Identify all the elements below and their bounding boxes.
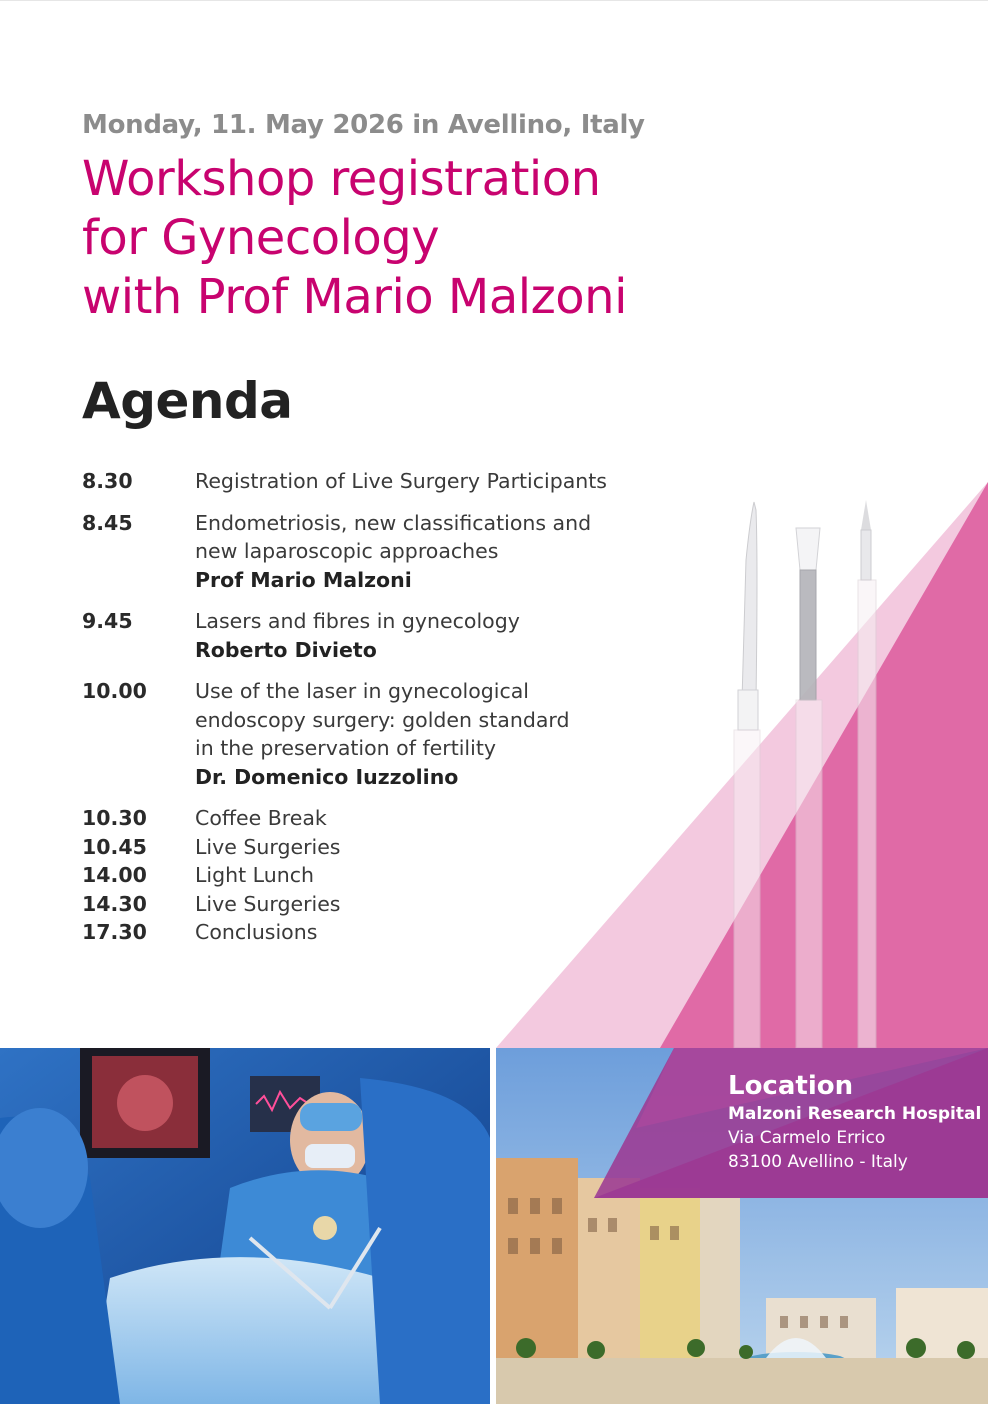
location-name: Malzoni Research Hospital	[728, 1104, 982, 1124]
title-line-2: for Gynecology	[82, 210, 440, 266]
agenda-item	[82, 804, 642, 833]
agenda-text: Live Surgeries	[195, 891, 341, 916]
agenda-description	[195, 607, 642, 664]
agenda-speaker: Roberto Divieto	[195, 637, 377, 662]
title-line-3: with Prof Mario Malzoni	[82, 269, 627, 325]
agenda-description	[195, 918, 642, 947]
agenda-time: 8.45	[82, 510, 133, 535]
agenda-description	[195, 804, 642, 833]
agenda-text: Lasers and fibres in gynecology	[195, 609, 520, 633]
agenda-time: 10.45	[82, 834, 147, 859]
surgery-photo	[0, 1048, 490, 1404]
agenda-description	[195, 833, 642, 862]
instrument-middle	[796, 528, 822, 1048]
agenda-heading: Agenda	[82, 372, 293, 430]
event-date: Monday, 11. May 2026 in Avellino, Italy	[82, 110, 645, 140]
title-line-1: Workshop registration	[82, 151, 601, 207]
agenda-description	[195, 861, 642, 890]
agenda-time: 9.45	[82, 609, 133, 633]
agenda-speaker: Prof Mario Malzoni	[195, 567, 412, 592]
agenda-text: Registration of Live Surgery Participants	[195, 469, 607, 493]
instrument-left	[734, 502, 760, 1048]
agenda-text: Endometriosis, new classifications and	[195, 510, 592, 535]
agenda-item	[82, 833, 642, 862]
agenda-text: Conclusions	[195, 920, 318, 944]
location-block	[728, 1070, 981, 1174]
location-street: Via Carmelo Errico	[728, 1128, 886, 1148]
agenda-description	[195, 677, 642, 791]
agenda-item	[82, 509, 642, 595]
agenda-item	[82, 890, 642, 919]
agenda-text: in the preservation of fertility	[195, 736, 496, 760]
agenda-time: 10.30	[82, 806, 147, 830]
agenda-list	[82, 467, 642, 947]
pink-triangle	[660, 482, 988, 1048]
agenda-speaker: Dr. Domenico Iuzzolino	[195, 764, 459, 789]
agenda-text: endoscopy surgery: golden standard	[195, 707, 570, 732]
agenda-item	[82, 607, 642, 664]
agenda-description	[195, 890, 642, 919]
agenda-text: new laparoscopic approaches	[195, 539, 499, 563]
location-city: 83100 Avellino - Italy	[728, 1152, 908, 1172]
agenda-text: Coffee Break	[195, 806, 327, 830]
agenda-time: 14.00	[82, 863, 147, 887]
agenda-item	[82, 918, 642, 947]
agenda-description	[195, 467, 642, 496]
agenda-item	[82, 861, 642, 890]
agenda-time: 8.30	[82, 469, 133, 493]
agenda-item	[82, 677, 642, 791]
agenda-text: Use of the laser in gynecological	[195, 679, 529, 703]
agenda-time: 17.30	[82, 920, 147, 944]
agenda-item	[82, 467, 642, 496]
location-heading: Location	[728, 1071, 854, 1101]
agenda-time: 10.00	[82, 679, 147, 703]
agenda-description	[195, 509, 642, 595]
instrument-right	[858, 500, 876, 1048]
agenda-text: Live Surgeries	[195, 834, 341, 859]
agenda-time: 14.30	[82, 891, 147, 916]
agenda-text: Light Lunch	[195, 863, 314, 887]
